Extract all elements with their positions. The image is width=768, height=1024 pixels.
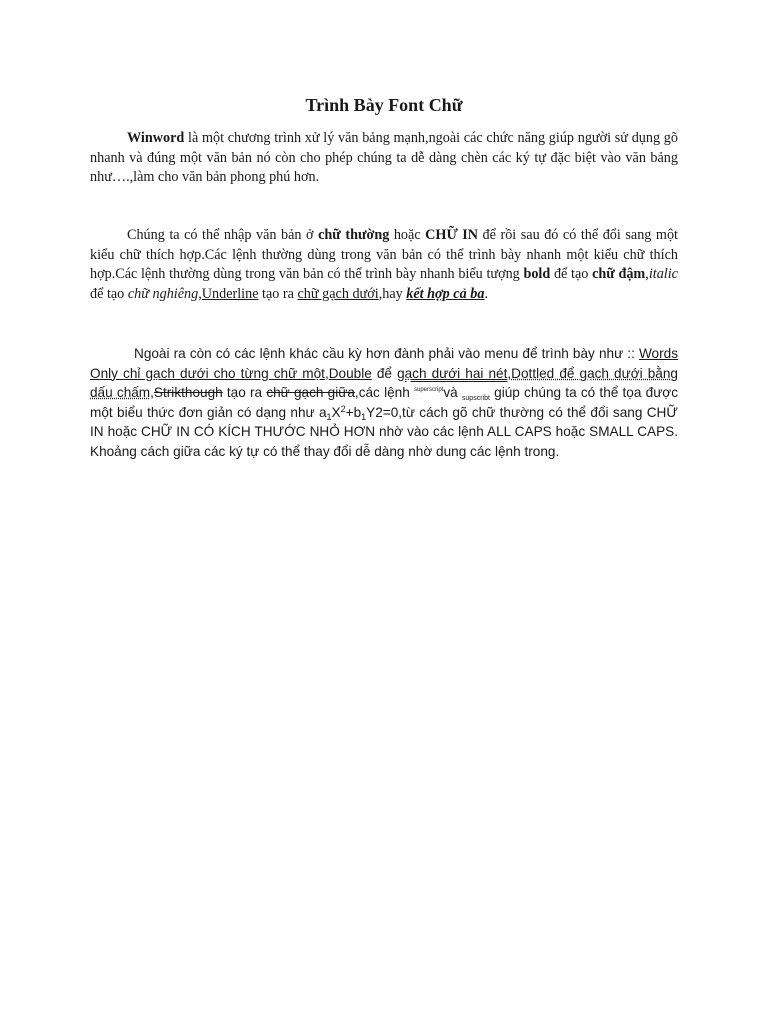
- strikethrough-label: Strikthough: [153, 385, 223, 400]
- paragraph-advanced: [90, 344, 678, 461]
- text-run: +b: [345, 404, 362, 420]
- bold-run: CHỮ IN: [425, 227, 479, 243]
- text-run: ,hay: [378, 285, 407, 302]
- dotted-underline-run: Dottled để gạch dưới bằng dấu chấm: [90, 365, 678, 400]
- superscript-digit: 2: [340, 403, 346, 414]
- text-run: để rồi sau đó có thể đổi sang một kiểu chữ thích hợp.Các lệnh thường dùng trong văn bản có thể trình bày nhanh một kiểu chữ thích hợp.Các lệnh thường dùng trong văn bản có thể trình bày nhanh biểu tượng: [90, 227, 678, 282]
- document-title: Trình Bày Font Chữ: [305, 95, 463, 115]
- text-run: ,: [198, 285, 202, 302]
- text-run: ,: [150, 385, 154, 400]
- bold-run: chữ thường: [318, 227, 390, 243]
- text-run: X: [331, 404, 341, 420]
- subscript-run: supscribt: [461, 395, 490, 402]
- italic-run: chữ nghiêng: [127, 285, 199, 302]
- double-underline-run: gạch dưới hai nét: [397, 365, 508, 381]
- text-run: để: [371, 365, 398, 381]
- text-run: để tạo: [550, 266, 593, 282]
- text-run: Y2=0,từ cách gõ chữ thường có thể đổi sang CHỮ IN hoặc CHỮ IN CÓ KÍCH THƯỚC NHỎ HƠN nhờ vào các lệnh ALL CAPS hoặc SMALL CAPS. Khoảng cách giữa các ký tự có thể thay đổi dễ dàng nhờ dung các lệnh trong.: [90, 404, 678, 459]
- text-run: tạo ra: [258, 285, 298, 302]
- text-run: để tạo: [90, 285, 128, 302]
- winword-term: Winword: [127, 130, 185, 146]
- superscript-run: superscript: [413, 387, 444, 393]
- double-label: Double: [328, 365, 372, 381]
- text-run: ,: [507, 365, 512, 381]
- underline-run: Underline: [201, 285, 259, 302]
- italic-run: italic: [648, 266, 678, 282]
- underline-run: chữ gạch dưới: [297, 285, 379, 302]
- subscript-digit: 1: [361, 411, 367, 422]
- words-only-run: Words Only chỉ gạch dưới cho từng chữ một: [90, 346, 678, 381]
- text-run: hoặc: [389, 227, 426, 243]
- paragraph-formatting: [90, 226, 678, 304]
- text-run: là một chương trình xử lý văn bảng mạnh,ngoài các chức năng giúp người sử dụng gõ nhanh và đúng một văn bản nó còn cho phép chúng ta dễ dàng chèn các ký tự đặc biệt vào văn bảng như….,làm cho văn bản phong phú hơn.: [90, 130, 678, 185]
- subscript-digit: 1: [326, 411, 332, 422]
- text-run: và: [443, 385, 462, 400]
- text-run: ,các lệnh: [354, 385, 414, 400]
- text-run: Chúng ta có thể nhập văn bản ở: [127, 227, 319, 243]
- strikethrough-run: chữ gạch giữa: [266, 385, 355, 400]
- bold-run: chữ đậm: [592, 266, 646, 282]
- text-run: giúp chúng ta có thể tọa được một biểu thức đơn giản có dạng như a: [90, 385, 678, 420]
- text-run: .: [484, 285, 488, 302]
- text-run: ,: [645, 266, 649, 282]
- bold-run: bold: [523, 266, 551, 282]
- paragraph-intro: [90, 129, 678, 188]
- text-run: Ngoài ra còn có các lệnh khác cầu kỳ hơn đành phải vào menu để trình bày như ::: [134, 346, 639, 361]
- text-run: tạo ra: [222, 385, 267, 400]
- bold-italic-underline-run: kết hợp cả ba: [406, 285, 485, 302]
- text-run: ,: [324, 365, 329, 381]
